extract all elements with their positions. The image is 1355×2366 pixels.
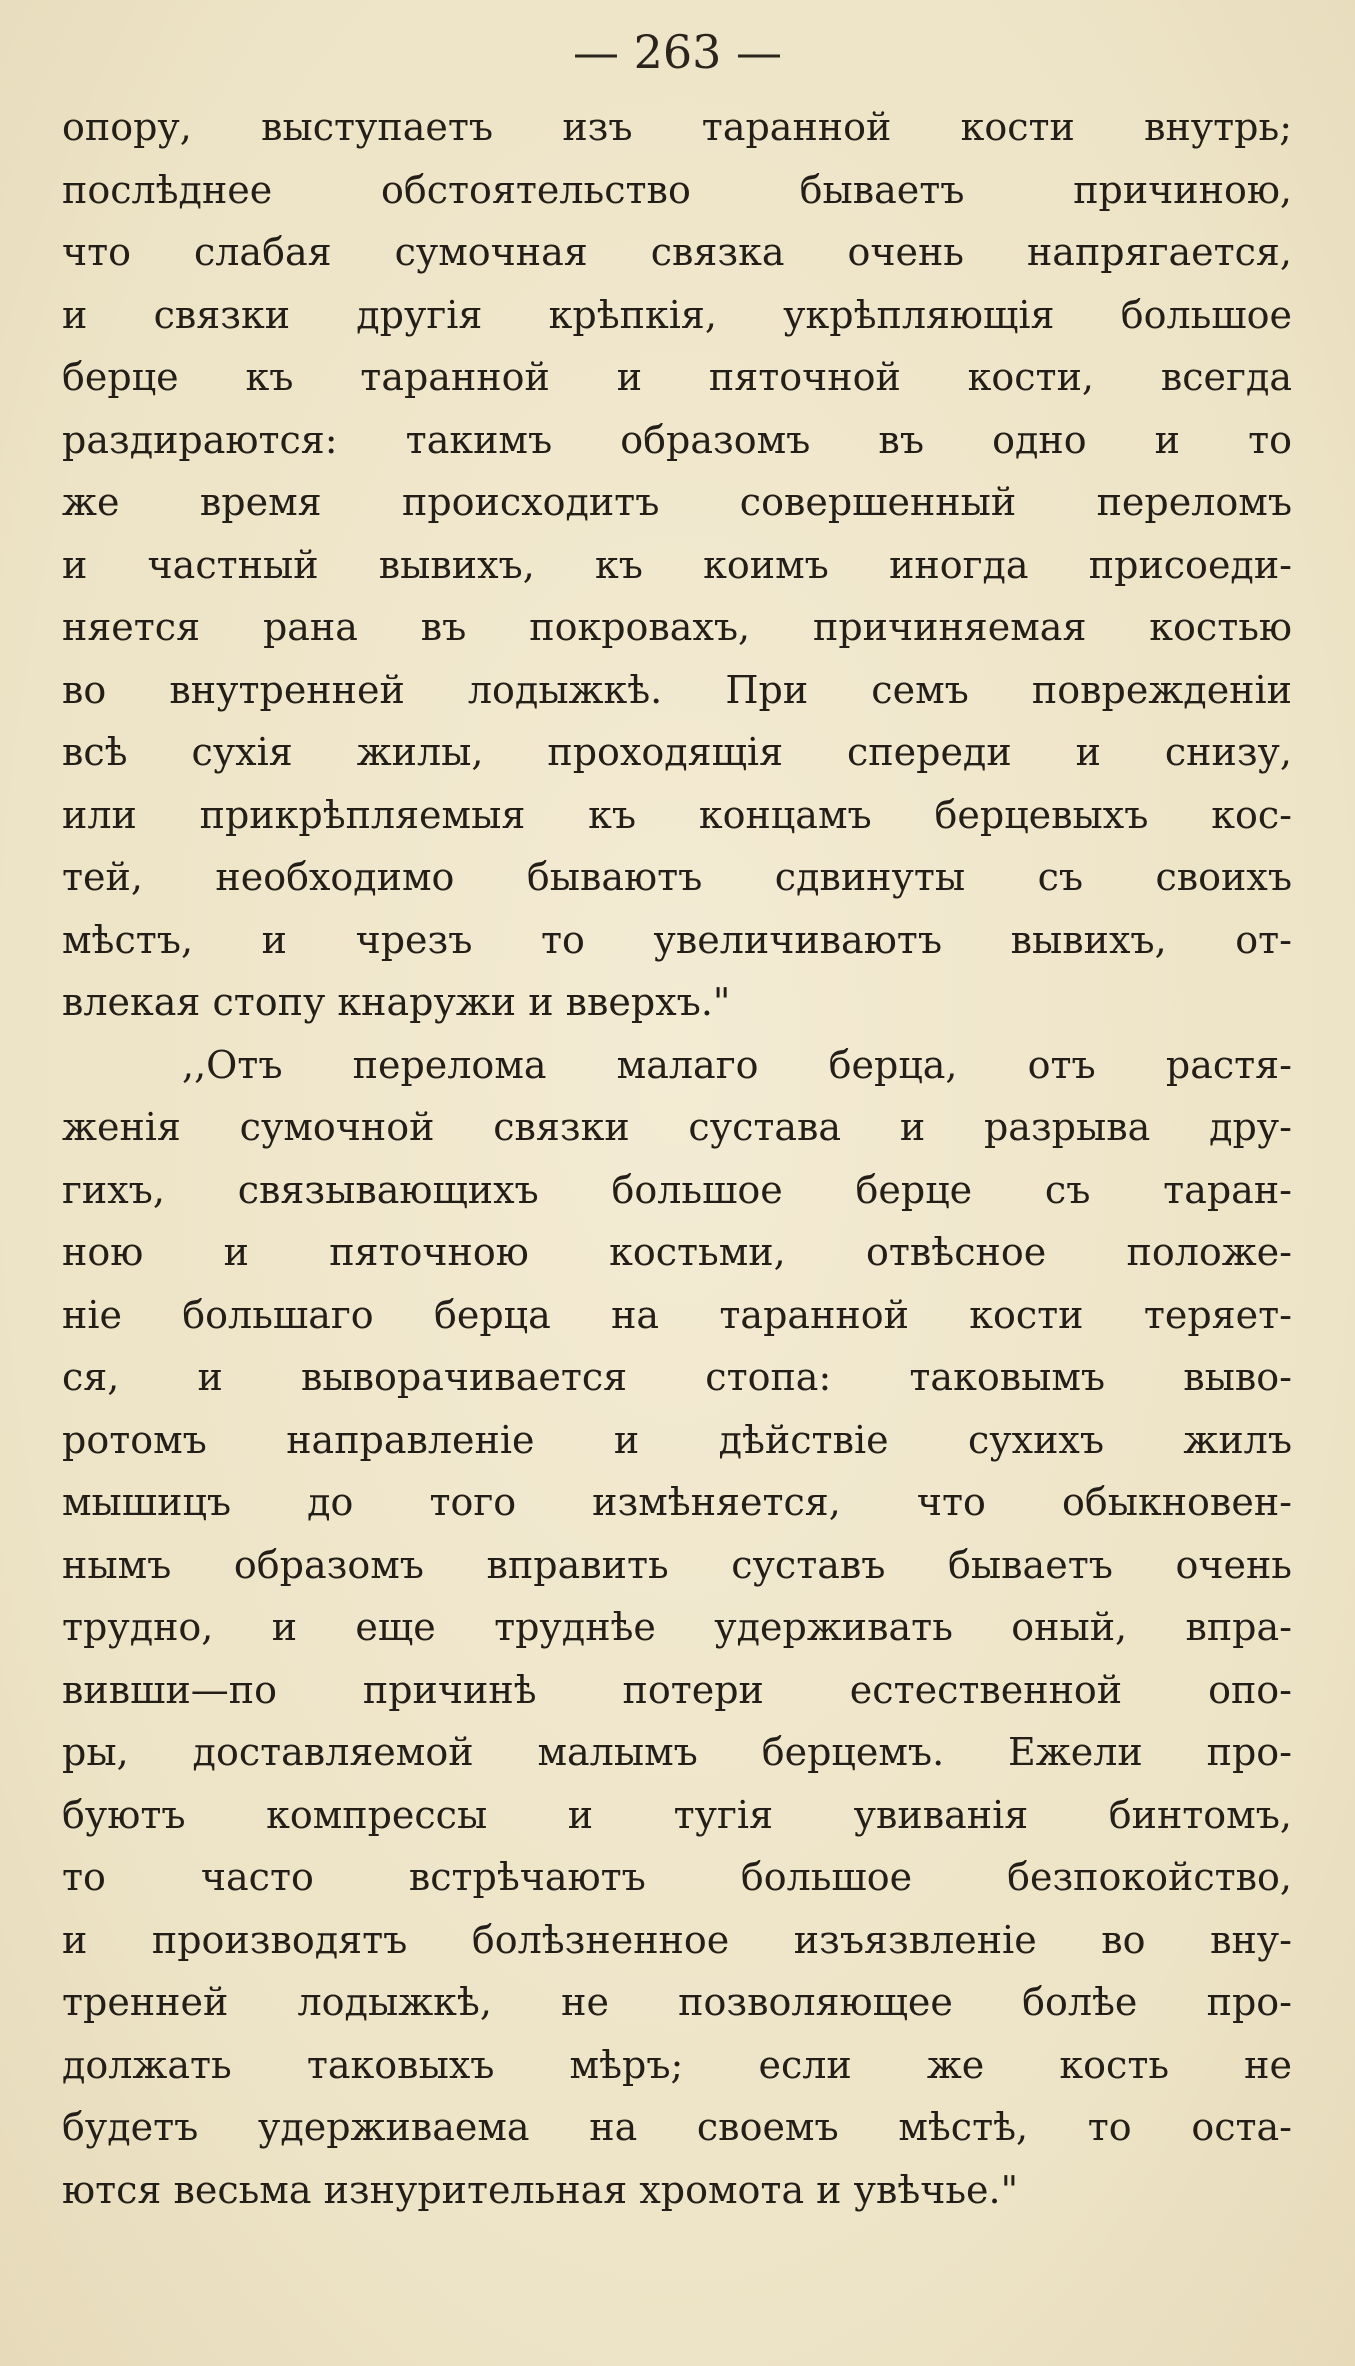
text-line: тренней лодыжкѣ, не позволяющее болѣе про- xyxy=(62,1980,1292,2024)
text-line: ются весьма изнурительная хромота и увѣчье." xyxy=(62,2167,1019,2212)
text-line: влекая стопу кнаружи и вверхъ." xyxy=(62,980,731,1024)
text-line: всѣ сухія жилы, проходящія спереди и снизу, xyxy=(62,730,1292,774)
text-line: няется рана въ покровахъ, причиняемая костью xyxy=(62,605,1292,649)
body-text xyxy=(62,96,1292,2221)
text-line: раздираются: такимъ образомъ въ одно и то xyxy=(62,417,1292,462)
text-line: тей, необходимо бываютъ сдвинуты съ своихъ xyxy=(62,855,1292,899)
text-line: и производятъ болѣзненное изъязвленіе во вну- xyxy=(62,1917,1292,1962)
text-line: ,,Отъ перелома малаго берца, отъ растя- xyxy=(182,1042,1292,1087)
text-line: берце къ таранной и пяточной кости, всегда xyxy=(62,355,1292,399)
text-line: то часто встрѣчаютъ большое безпокойство, xyxy=(62,1855,1292,1899)
text-line: ною и пяточною костьми, отвѣсное положе- xyxy=(62,1230,1292,1274)
text-line: мышицъ до того измѣняется, что обыкновен- xyxy=(62,1480,1292,1524)
text-line: будетъ удерживаема на своемъ мѣстѣ, то оста- xyxy=(62,2105,1292,2149)
text-line: что слабая сумочная связка очень напрягается, xyxy=(62,230,1292,274)
text-line: во внутренней лодыжкѣ. При семъ поврежденіи xyxy=(62,667,1292,712)
text-line: трудно, и еще труднѣе удерживать оный, впра- xyxy=(62,1605,1292,1649)
text-line: же время происходитъ совершенный переломъ xyxy=(62,480,1292,524)
text-line: женія сумочной связки сустава и разрыва дру- xyxy=(62,1105,1292,1149)
text-line: ся, и выворачивается стопа: таковымъ выво- xyxy=(62,1355,1292,1399)
text-line: или прикрѣпляемыя къ концамъ берцевыхъ кос- xyxy=(62,792,1292,837)
text-line: и частный вывихъ, къ коимъ иногда присоеди- xyxy=(62,542,1292,587)
page-number: — 263 — xyxy=(572,25,783,79)
text-line: ры, доставляемой малымъ берцемъ. Ежели про- xyxy=(62,1730,1292,1774)
text-line: ніе большаго берца на таранной кости теряет- xyxy=(62,1292,1292,1337)
text-line: гихъ, связывающихъ большое берце съ таран- xyxy=(62,1167,1292,1212)
text-line: буютъ компрессы и тугія увиванія бинтомъ, xyxy=(62,1792,1292,1837)
text-line: мѣстъ, и чрезъ то увеличиваютъ вывихъ, от- xyxy=(62,917,1292,962)
text-line: должать таковыхъ мѣръ; если же кость не xyxy=(62,2042,1292,2087)
text-line: ротомъ направленіе и дѣйствіе сухихъ жилъ xyxy=(62,1417,1292,1462)
text-line: вивши—по причинѣ потери естественной опо- xyxy=(62,1667,1292,1712)
text-line: и связки другія крѣпкія, укрѣпляющія большое xyxy=(62,292,1292,337)
text-line: опору, выступаетъ изъ таранной кости внутрь; xyxy=(62,105,1292,149)
text-line: нымъ образомъ вправить суставъ бываетъ очень xyxy=(62,1542,1292,1587)
text-line: послѣднее обстоятельство бываетъ причиною, xyxy=(62,167,1292,212)
